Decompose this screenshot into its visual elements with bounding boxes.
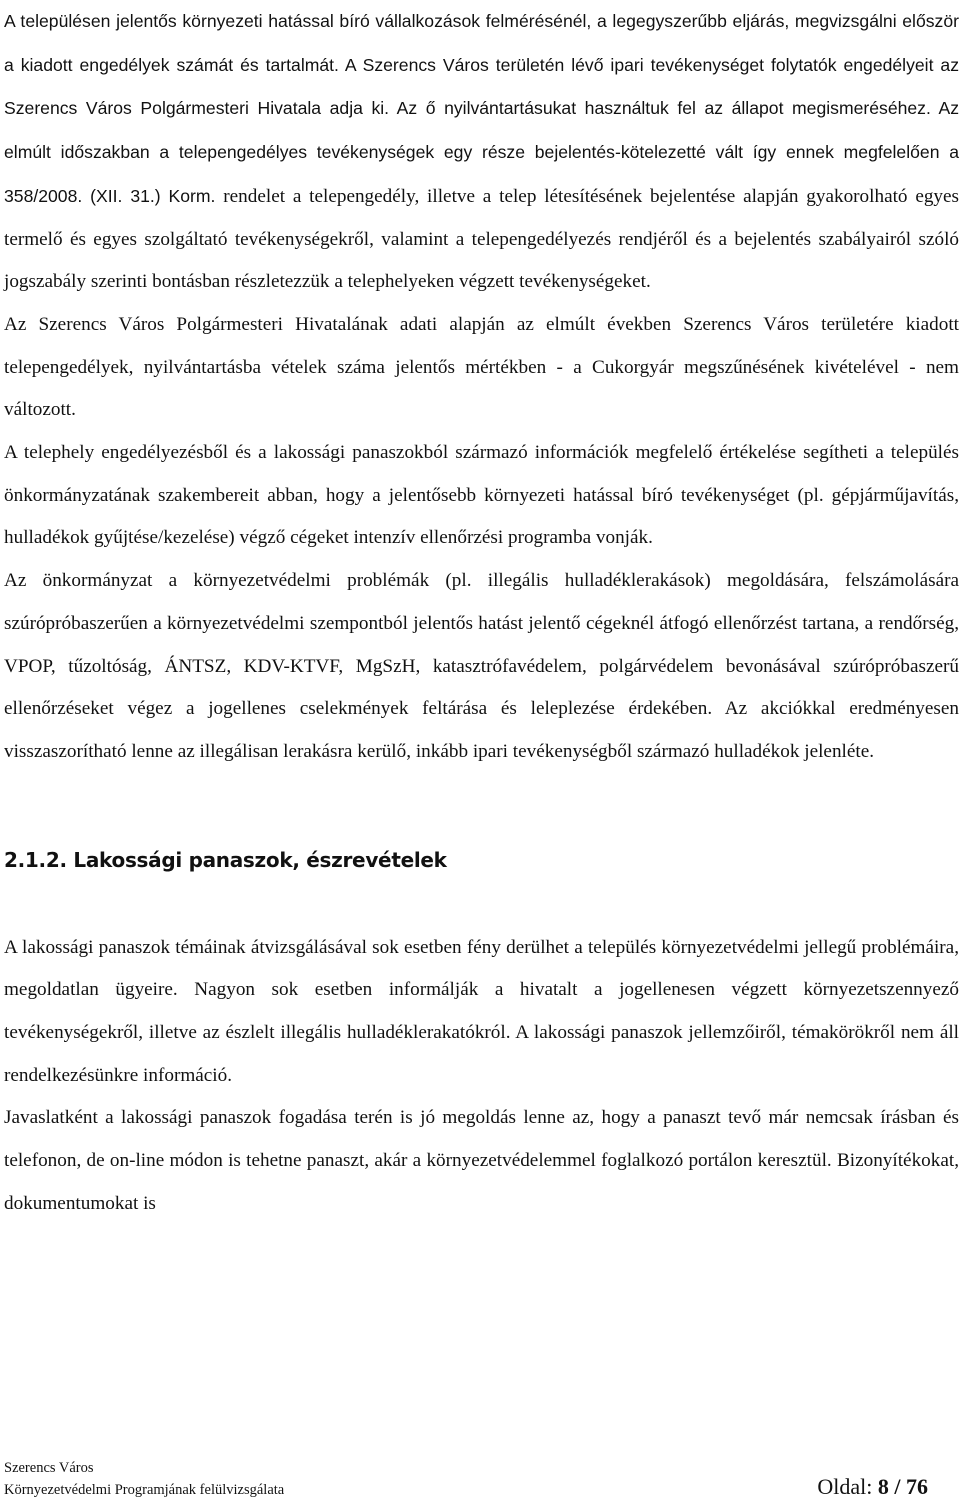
footer-city: Szerencs Város [4, 1460, 94, 1476]
page-number [817, 1474, 928, 1500]
page-number-label: Oldal: [817, 1474, 878, 1499]
paragraph-business-survey-intro: A településen jelentős környezeti hatással bíró vállalkozások felmérésénél, a legegyszerűbb eljárás, megvizsgálni először a kiadott engedélyek számát és tartalmát. A Szerencs Város területén lévő ipari tevékenységet folytatók engedélyeit az Szerencs Város Polgármesteri Hivatala adja ki. Az ő nyilvántartásukat használtuk fel az állapot megismeréséhez. Az elmúlt időszakban a telepengedélyes tevékenységek egy része bejelentés-kötelezetté vált így ennek megfelelően a 358/2008. (XII. 31.) Korm. [4, 11, 959, 206]
paragraph-permits-data: Az Szerencs Város Polgármesteri Hivatalának adati alapján az elmúlt években Szerencs Város területére kiadott telepengedélyek, nyilvántartásba vételek száma jelentős mértékben - a Cukorgyár megszűnésének kivételével - nem változott. [4, 313, 959, 421]
paragraph-business-survey-continued: rendelet a telepengedély, illetve a telep létesítésének bejelentése alapján gyakorolható egyes termelő és egyes szolgáltató tevékenységekről, valamint a telepengedélyezés rendjéről és a bejelentés szabályairól szóló jogszabály szerinti bontásban részletezzük a telephelyeken végzett tevékenységeket. [4, 185, 960, 293]
page-number-value: 8 / 76 [877, 1474, 928, 1499]
section-heading: 2.1.2. Lakossági panaszok, észrevételek [4, 847, 447, 872]
paragraph-business-survey [4, 0, 959, 304]
paragraph-complaints-review: A lakossági panaszok témáinak átvizsgálásával sok esetben fény derülhet a település környezetvédelmi jellegű problémáira, megoldatlan ügyeire. Nagyon sok esetben informálják a hivatalt a jogellenesen végzett környezetszennyező tevékenységekről, illetve az észlelt illegális hulladéklerakatókról. A lakossági panaszok jellemzőiről, témakörökről nem áll rendelkezésünkre információ. [4, 936, 959, 1086]
document-page [4, 0, 959, 1226]
paragraph-permit-evaluation: A telephely engedélyezésből és a lakossági panaszokból származó információk megfelelő értékelése segítheti a település önkormányzatának szakembereit abban, hogy a jelentősebb környezeti hatással bíró tevékenységet (pl. gépjárműjavítás, hulladékok gyűjtése/kezelése) végző cégeket intenzív ellenőrzési programba vonják. [4, 442, 959, 549]
footer-document-title: Környezetvédelmi Programjának felülvizsgálata [4, 1482, 285, 1498]
paragraph-municipal-inspections: Az önkormányzat a környezetvédelmi problémák (pl. illegális hulladéklerakások) megoldására, felszámolására szúrópróbaszerűen a környezetvédelmi szempontból jelentős hatást jelentő cégeknél átfogó ellenőrzést tartana, a rendőrség, VPOP, tűzoltóság, ÁNTSZ, KDV-KTVF, MgSzH, katasztrófavédelem, polgárvédelem bevonásával szúrópróbaszerű ellenőrzéseket végez a jogellenes cselekmények feltárása és leleplezése érdekében. Az akciókkal eredményesen visszaszorítható lenne az illegálisan lerakásra kerülő, inkább ipari tevékenységből származó hulladékok jelenléte. [4, 570, 959, 762]
paragraph-complaints-proposal: Javaslatként a lakossági panaszok fogadása terén is jó megoldás lenne az, hogy a panaszt tevő már nemcsak írásban és telefonon, de on-line módon is tehetne panaszt, akár a környezetvédelemmel foglalkozó portálon keresztül. Bizonyítékokat, dokumentumokat is [4, 1107, 959, 1214]
page-footer [4, 1460, 956, 1505]
